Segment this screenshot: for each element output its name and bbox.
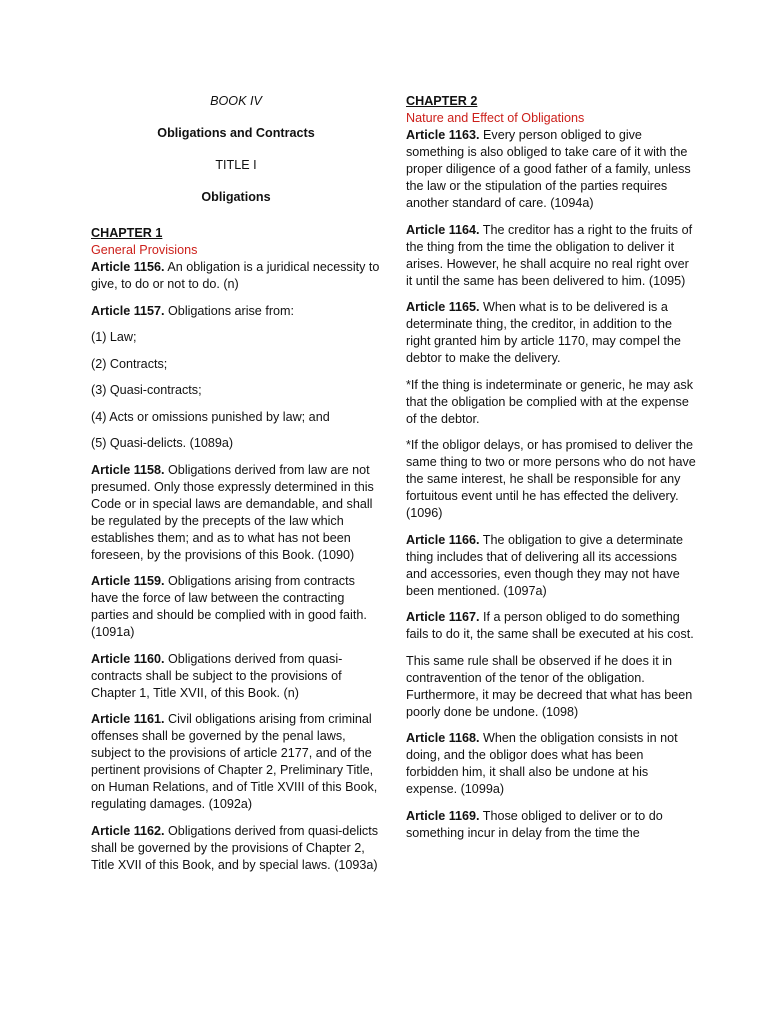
- right-paragraphs: [406, 127, 696, 842]
- article-text: When the obligation consists in not doing, and the obligor does what has been forbidden him, it shall also be undone at his expense. (1099a): [406, 731, 678, 796]
- article-paragraph: [406, 437, 696, 522]
- article-text: *If the thing is indeterminate or generic, he may ask that the obligation be complied with at the expense of the debtor.: [406, 377, 694, 426]
- article-paragraph: [91, 651, 381, 702]
- article-number: Article 1165.: [406, 300, 480, 314]
- article-paragraph: [91, 409, 381, 426]
- article-paragraph: [91, 462, 381, 564]
- article-number: Article 1166.: [406, 532, 480, 547]
- article-paragraph: [91, 329, 381, 346]
- article-text: The creditor has a right to the fruits of the thing from the time the obligation to deliver it arises. However, he shall acquire no real right over it until the same has been delivered to him. (1095): [406, 222, 693, 288]
- chapter-subtitle: General Provisions: [91, 243, 198, 257]
- book-title: Obligations and Contracts: [157, 126, 315, 140]
- article-number: Article 1162.: [91, 823, 165, 838]
- article-number: Article 1163.: [406, 128, 480, 142]
- article-paragraph: [406, 377, 696, 428]
- article-paragraph: [406, 532, 696, 600]
- chapter-subtitle: Nature and Effect of Obligations: [406, 111, 585, 125]
- article-text: Obligations derived from quasi-delicts shall be governed by the provisions of Chapter 2, Title XVII of this Book, and by special laws. (1093a): [91, 823, 379, 872]
- article-paragraph: [91, 711, 381, 813]
- article-text: (5) Quasi-delicts. (1089a): [91, 436, 234, 450]
- article-number: Article 1156.: [91, 260, 165, 274]
- article-text: If a person obliged to do something fails to do it, the same shall be executed at his cost.: [406, 610, 694, 641]
- chapter-label: CHAPTER 2: [406, 94, 478, 108]
- chapter-label: CHAPTER 1: [91, 226, 163, 240]
- right-column: [406, 93, 696, 851]
- article-text: (4) Acts or omissions punished by law; and: [91, 409, 330, 424]
- article-text: An obligation is a juridical necessity to give, to do or not to do. (n): [91, 260, 380, 291]
- chapter-2-heading: [406, 93, 696, 127]
- article-text: Civil obligations arising from criminal offenses shall be governed by the penal laws, subject to the provisions of article 2177, and of the pertinent provisions of Chapter 2, Preliminary Title, on Human Relations, and of Title XVIII of this Book, regulating damages. (1092a): [91, 712, 378, 811]
- article-paragraph: [406, 730, 696, 798]
- article-paragraph: [406, 127, 696, 212]
- title-name: Obligations: [201, 190, 271, 204]
- article-text: Obligations derived from law are not presumed. Only those expressly determined in this Code or in special laws are demandable, and shall be regulated by the precepts of the law which establishes them; and as to what has not been foreseen, by the provisions of this Book. (1090): [91, 462, 374, 562]
- article-number: Article 1164.: [406, 222, 480, 237]
- article-number: Article 1161.: [91, 712, 165, 726]
- article-paragraph: [406, 609, 696, 643]
- article-text: (3) Quasi-contracts;: [91, 383, 202, 397]
- article-text: When what is to be delivered is a determinate thing, the creditor, in addition to the right granted him by article 1170, may compel the debtor to make the delivery.: [406, 300, 681, 365]
- article-number: Article 1169.: [406, 808, 480, 823]
- article-paragraph: [406, 808, 696, 842]
- book-heading: BOOK IV: [210, 94, 262, 108]
- article-paragraph: [406, 222, 696, 290]
- article-text: (1) Law;: [91, 330, 137, 344]
- article-number: Article 1168.: [406, 731, 480, 745]
- article-paragraph: [91, 259, 381, 293]
- article-text: *If the obligor delays, or has promised to deliver the same thing to two or more persons who do not have the same interest, he shall be responsible for any fortuitous event until he has effected the delivery. (1096): [406, 438, 696, 520]
- article-number: Article 1159.: [91, 574, 165, 588]
- article-number: Article 1160.: [91, 651, 165, 666]
- article-paragraph: [91, 573, 381, 641]
- chapter-1-heading: [91, 225, 381, 259]
- article-number: Article 1167.: [406, 610, 480, 624]
- article-text: Obligations arise from:: [164, 303, 295, 318]
- article-paragraph: [91, 382, 381, 399]
- article-paragraph: [91, 303, 381, 320]
- article-paragraph: [91, 435, 381, 452]
- title-heading: TITLE I: [215, 158, 257, 172]
- article-text: This same rule shall be observed if he does it in contravention of the tenor of the obligation. Furthermore, it may be decreed that what has been poorly done be undone. (1098): [406, 653, 693, 719]
- article-text: (2) Contracts;: [91, 356, 168, 371]
- article-text: The obligation to give a determinate thing includes that of delivering all its accessions and accessories, even though they may not have been mentioned. (1097a): [406, 532, 684, 598]
- article-paragraph: [406, 653, 696, 721]
- article-number: Article 1157.: [91, 303, 165, 318]
- article-paragraph: [406, 299, 696, 367]
- article-paragraph: [91, 356, 381, 373]
- left-column: [91, 93, 381, 883]
- article-text: Obligations derived from quasi-contracts shall be subject to the provisions of Chapter 1, Title XVII, of this Book. (n): [91, 651, 343, 700]
- article-paragraph: [91, 823, 381, 874]
- article-number: Article 1158.: [91, 462, 165, 477]
- article-text: Obligations arising from contracts have the force of law between the contracting parties and should be complied with in good faith. (1091a): [91, 574, 367, 639]
- article-text: Those obliged to deliver or to do something incur in delay from the time the: [406, 808, 663, 840]
- article-text: Every person obliged to give something is also obliged to take care of it with the proper diligence of a good father of a family, unless the law or the stipulation of the parties requires another standard of care. (1094a): [406, 128, 691, 210]
- left-paragraphs: [91, 259, 381, 874]
